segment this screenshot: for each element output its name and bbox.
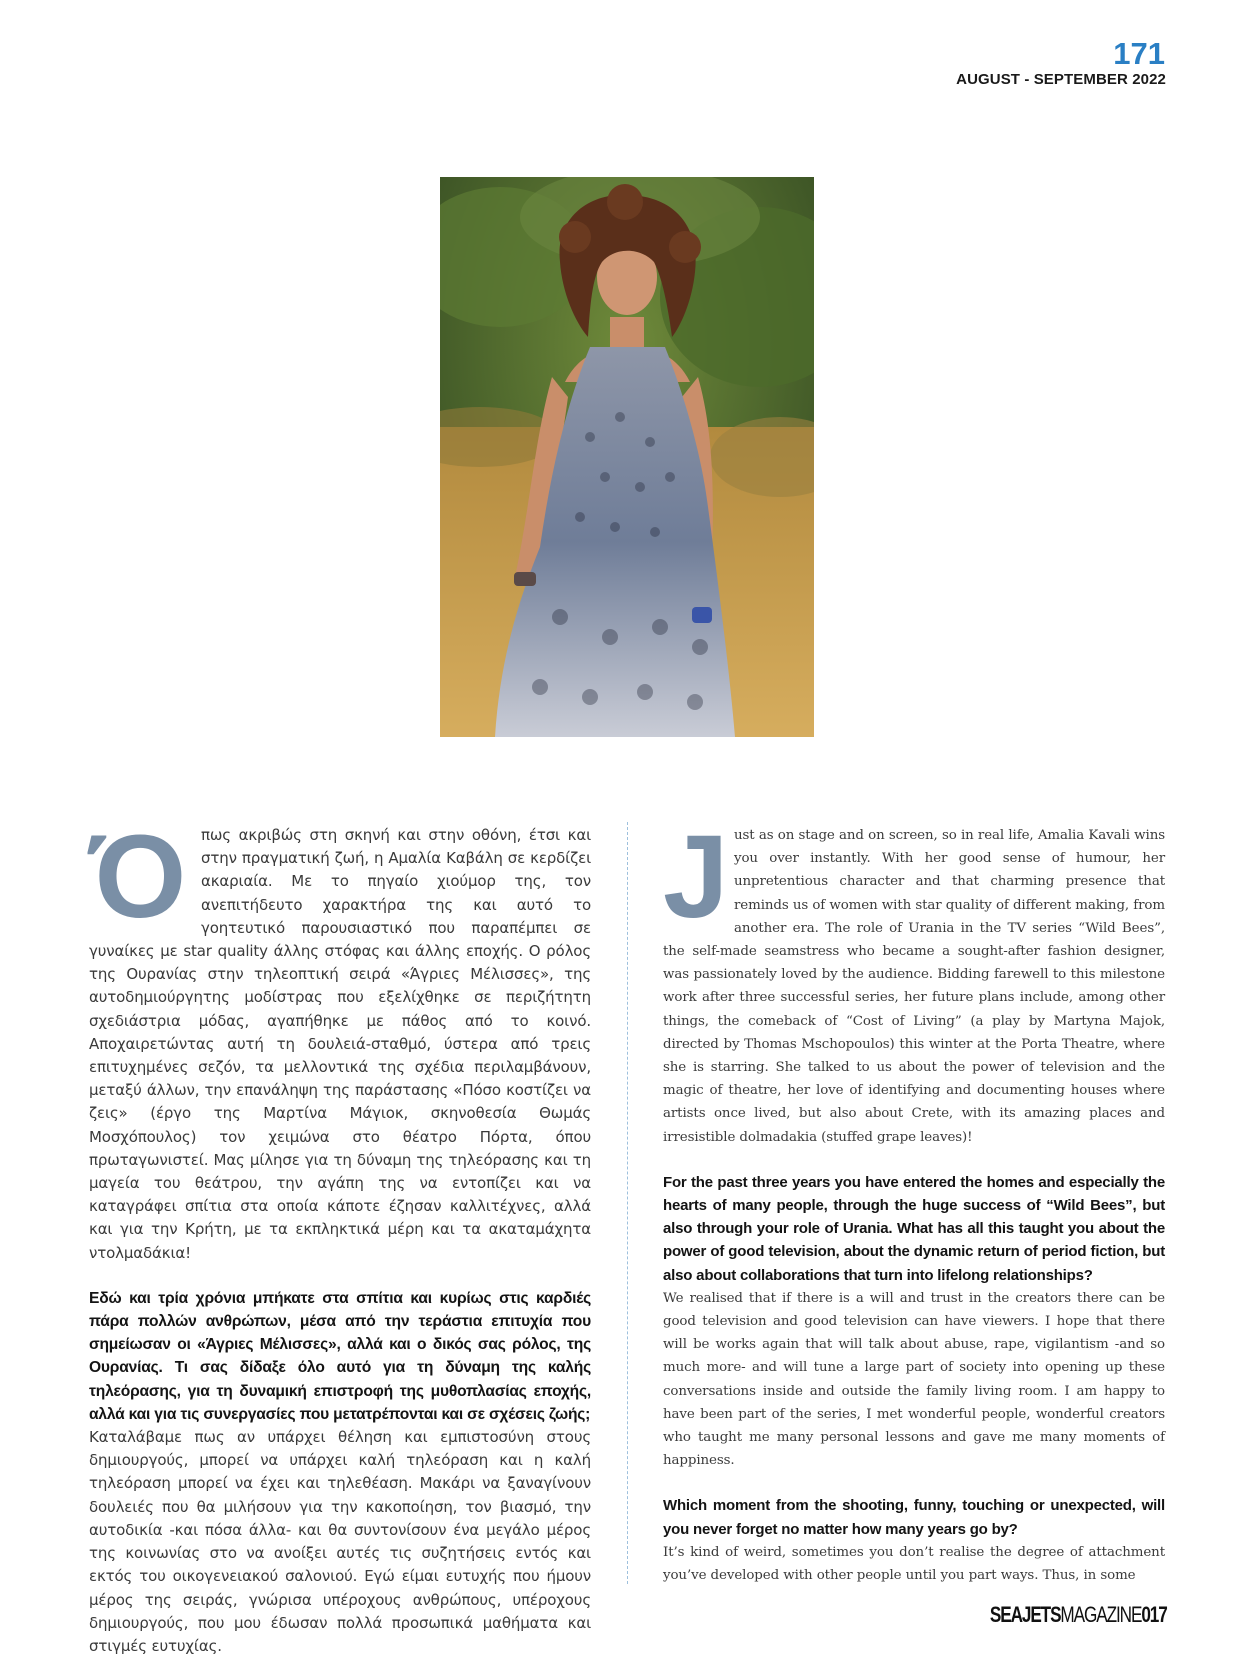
column-divider xyxy=(627,822,628,1584)
english-intro: ust as on stage and on screen, so in real life, Amalia Kavali wins you over instantly. With her good sense of humour, her unpretentious character and that charming presence that reminds us of women with star quality of different making, from another era. The role of Urania in the TV series “Wild Bees”, the self-made seamstress who became a sought-after fashion designer, was passionately loved by the audience. Bidding farewell to this milestone work after three successful series, her future plans include, among other things, the comeback of “Cost of Living” (a play by Martyna Majok, directed by Thomas Mschopoulos) this winter at the Porta Theatre, where she is starring. She talked to us about the power of television and the magic of theatre, her love of identifying and documenting houses where artists once lived, but also about Crete, with its amazing places and irresistible dolmadakia (stuffed grape leaves)! xyxy=(663,828,1165,1145)
english-answer-1: We realised that if there is a will and trust in the creators there can be good television and good television can have viewers. I hope that there will be works again that will talk about abuse, rape, vigilantism -and so much more- and will tune a large part of society into opening up these conversations inside and outside the family living room. I am happy to have been part of the series, I met wonderful people, wonderful creators who taught me many personal lessons and gave me many moments of happiness. xyxy=(663,1290,1165,1469)
english-question-2: Which moment from the shooting, funny, touching or unexpected, will you never forget no matter how many years go by? xyxy=(663,1497,1165,1538)
brand-name: SEAJETS xyxy=(990,1602,1061,1627)
greek-intro: πως ακριβώς στη σκηνή και στην οθόνη, έτσι και στην πραγματική ζωή, η Αμαλία Καβάλη σε κερδίζει ακαριαία. Με το πηγαίο χιούμορ της, τον ανεπιτήδευτο χαρακτήρα της και αυτό το γοητευτικό παρουσιαστικό που παραπέμπει σε γυναίκες με star quality άλλης στόφας και άλλης εποχής. Ο ρόλος της Ουρανίας στην τηλεοπτική σειρά «Άγριες Μέλισσες», της αυτοδημιούργητης μοδίστρας που εξελίχθηκε σε περιζήτητη σχεδιάστρια μόδας, αγαπήθηκε με πάθος από το κοινό. Αποχαιρετώντας αυτή τη δουλειά-σταθμό, ύστερα από τρεις επιτυχημένες σεζόν, τα μελλοντικά της σχέδια περιλαμβάνουν, μεταξύ άλλων, την επανάληψη της παράστασης «Πόσο κοστίζει να ζεις» (έργο της Μαρτίνα Μάγιοκ, σκηνοθεσία Θωμάς Μοσχόπουλος) τον χειμώνα στο θέατρο Πόρτα, όπου πρωταγωνιστεί. Μας μίλησε για τη δύναμη της τηλεόρασης και τη μαγεία του θεάτρου, την αγάπη της να εντοπίζει και να καταγράφει σπίτια στα οποία κάποτε έζησαν καλλιτέχνες, αλλά και για την Κρήτη, με τα εκπληκτικά μέρη και τα ακαταμάχητα ντολμαδάκια! xyxy=(89,826,591,1262)
english-dropcap: J xyxy=(663,811,729,943)
page-number: 017 xyxy=(1141,1602,1167,1627)
magazine-brand-footer xyxy=(990,1602,1167,1628)
english-answer-2: It’s kind of weird, sometimes you don’t realise the degree of attachment you’ve developed with other people until you part ways. Thus, in some xyxy=(663,1544,1165,1584)
portrait-photo xyxy=(440,177,814,737)
brand-magazine: MAGAZINE xyxy=(1060,1602,1142,1627)
greek-question-1: Εδώ και τρία χρόνια μπήκατε στα σπίτια και κυρίως στις καρδιές πάρα πολλών ανθρώπων, μέσα από την τεράστια επιτυχία που σημείωσαν οι «Άγριες Μέλισσες», αλλά και ο δικός σας ρόλος, της Ουρανίας. Τι σας δίδαξε όλο αυτό για τη δύναμη της καλής τηλεόρασης, για τη δυναμική επιστροφή της μυθοπλασίας εποχής, αλλά και για τις συνεργασίες που μετατρέπονται και σε σχέσεις ζωής; xyxy=(89,1289,591,1423)
greek-answer-1: Καταλάβαμε πως αν υπάρχει θέληση και εμπιστοσύνη στους δημιουργούς, μπορεί να υπάρχει καλή τηλεόραση και η καλή τηλεόραση μπορεί να έχει και τηλεθέαση. Μακάρι να ξαναγίνουν δουλειές που θα μιλήσουν για την κακοποίηση, τον βιασμό, την αυτοδικία -και πόσα άλλα- και θα συντονίσουν ένα μεγάλο μέρος της κοινωνίας στο να ανοίξει αυτές τις συζητήσεις εντός και εκτός του οικογενειακού σαλονιού. Εγώ είμαι ευτυχής που ήμουν μέρος της σειράς, γνώρισα υπέροχους ανθρώπους, υπέροχους δημιουργούς, που μου έδωσαν πολλά προσωπικά μαθήματα και στιγμές ευτυχίας. xyxy=(89,1428,591,1655)
greek-column xyxy=(89,811,591,1658)
issue-date: AUGUST - SEPTEMBER 2022 xyxy=(956,71,1166,88)
english-column xyxy=(663,811,1165,1587)
portrait-illustration xyxy=(440,177,814,737)
issue-number: 171 xyxy=(1113,36,1165,71)
english-question-1: For the past three years you have entered the homes and especially the hearts of many people, through the huge success of “Wild Bees”, but also through your role of Urania. What has all this taught you about the power of good television, about the dynamic return of period fiction, but also about collaborations that turn into lifelong relationships? xyxy=(663,1173,1165,1284)
greek-dropcap: Ό xyxy=(89,811,187,943)
